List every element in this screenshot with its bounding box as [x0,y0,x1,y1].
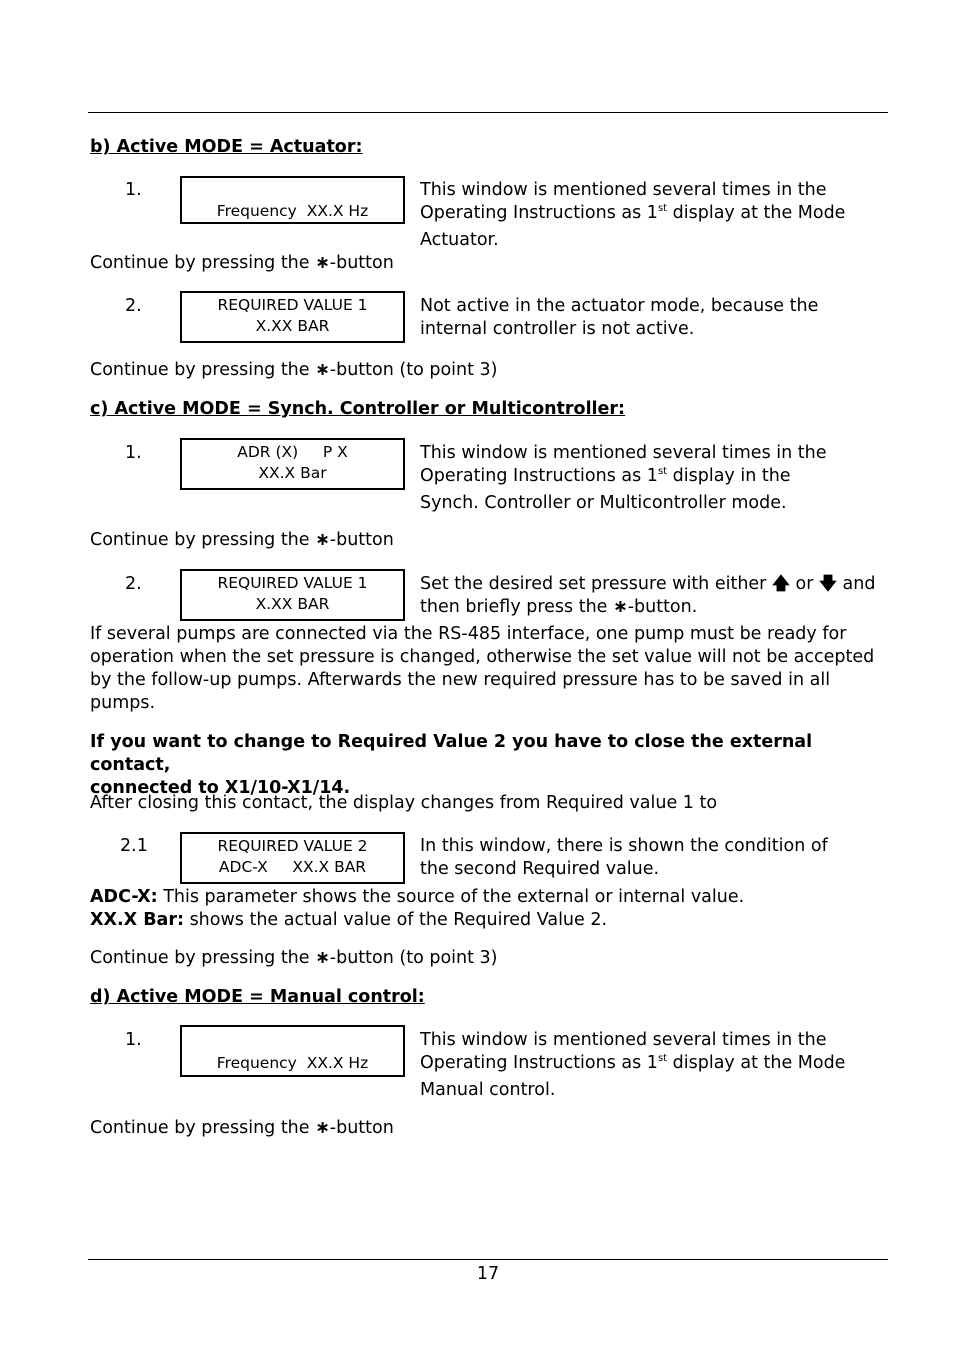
desc-line: the second Required value. [420,859,660,879]
asterisk-icon: ∗ [315,1118,330,1138]
desc-line: This window is mentioned several times in the [420,443,827,463]
step-description [420,1029,845,1102]
desc-line: Operating Instructions as 1st display in the [420,466,791,486]
para-line: If several pumps are connected via the RS-485 interface, one pump must be ready for [90,624,847,644]
step-number: 2. [125,296,142,316]
paragraph-after-closing: After closing this contact, the display changes from Required value 1 to [90,793,718,813]
heading-actuator: b) Active MODE = Actuator: [90,137,363,157]
desc-line: In this window, there is shown the condition of [420,836,828,856]
display-line-2: X.XX BAR [255,595,330,613]
asterisk-icon: ∗ [315,530,330,550]
continue-instruction: Continue by pressing the ∗-button [90,253,394,273]
para-line: XX.X Bar: shows the actual value of the Required Value 2. [90,910,608,930]
asterisk-icon: ∗ [315,948,330,968]
display-line-2: Frequency XX.X Hz [216,202,369,220]
step-description [420,295,818,341]
display-line-1: REQUIRED VALUE 2 [217,837,368,855]
para-line: operation when the set pressure is changed, otherwise the set value will not be accepted [90,647,875,667]
header-rule [88,112,888,113]
para-line: connected to X1/10-X1/14. [90,778,351,798]
desc-line: This window is mentioned several times in the [420,1030,827,1050]
para-line: ADC-X: This parameter shows the source of the external or internal value. [90,887,745,907]
heading-manual-control: d) Active MODE = Manual control: [90,987,425,1007]
desc-line: This window is mentioned several times in the [420,180,827,200]
continue-instruction: Continue by pressing the ∗-button (to point 3) [90,360,498,380]
paragraph-rs485 [90,623,880,715]
display-line-2: ADC-X XX.X BAR [218,858,367,876]
paragraph-definitions [90,886,880,932]
desc-line: Not active in the actuator mode, because the [420,296,819,316]
step-number: 2. [125,574,142,594]
para-line: pumps. [90,693,156,713]
display-window [180,832,405,884]
step-number: 2.1 [120,836,148,856]
step-description [420,573,875,619]
heading-synch-controller: c) Active MODE = Synch. Controller or Multicontroller: [90,399,626,419]
footer-rule [88,1259,888,1260]
step-number: 1. [125,180,142,200]
display-line-1: REQUIRED VALUE 1 [217,574,368,592]
step-description [420,442,827,515]
asterisk-icon: ∗ [315,253,330,273]
display-line-2: XX.X Bar [258,464,327,482]
display-line-2: Frequency XX.X Hz [216,1054,369,1072]
para-line: If you want to change to Required Value 2 you have to close the external contact, [90,732,813,775]
desc-line: internal controller is not active. [420,319,695,339]
display-line-1: ADR (X) P X [237,443,348,461]
desc-line: Operating Instructions as 1st display at the Mode [420,1053,846,1073]
desc-line: Operating Instructions as 1st display at the Mode [420,203,846,223]
step-number: 1. [125,443,142,463]
display-window [180,1025,405,1077]
continue-instruction: Continue by pressing the ∗-button [90,1118,394,1138]
page-number: 17 [476,1264,500,1284]
arrow-down-icon: 🡇 [818,574,837,594]
arrow-up-icon: 🡅 [771,574,790,594]
para-line: by the follow-up pumps. Afterwards the new required pressure has to be saved in all [90,670,831,690]
display-window [180,569,405,621]
display-window [180,438,405,490]
desc-line: Manual control. [420,1080,556,1100]
asterisk-icon: ∗ [613,597,628,617]
paragraph-required-value-2 [90,731,880,800]
step-description [420,179,845,252]
desc-line: Set the desired set pressure with either 🡅 or 🡇 and [420,574,876,594]
display-line-1: REQUIRED VALUE 1 [217,296,368,314]
desc-line: Synch. Controller or Multicontroller mode. [420,493,787,513]
display-line-2: X.XX BAR [255,317,330,335]
step-number: 1. [125,1030,142,1050]
display-window [180,176,405,224]
continue-instruction: Continue by pressing the ∗-button [90,530,394,550]
desc-line: Actuator. [420,230,499,250]
display-window [180,291,405,343]
step-description [420,835,828,881]
asterisk-icon: ∗ [315,360,330,380]
desc-line: then briefly press the ∗-button. [420,597,698,617]
continue-instruction: Continue by pressing the ∗-button (to point 3) [90,948,498,968]
